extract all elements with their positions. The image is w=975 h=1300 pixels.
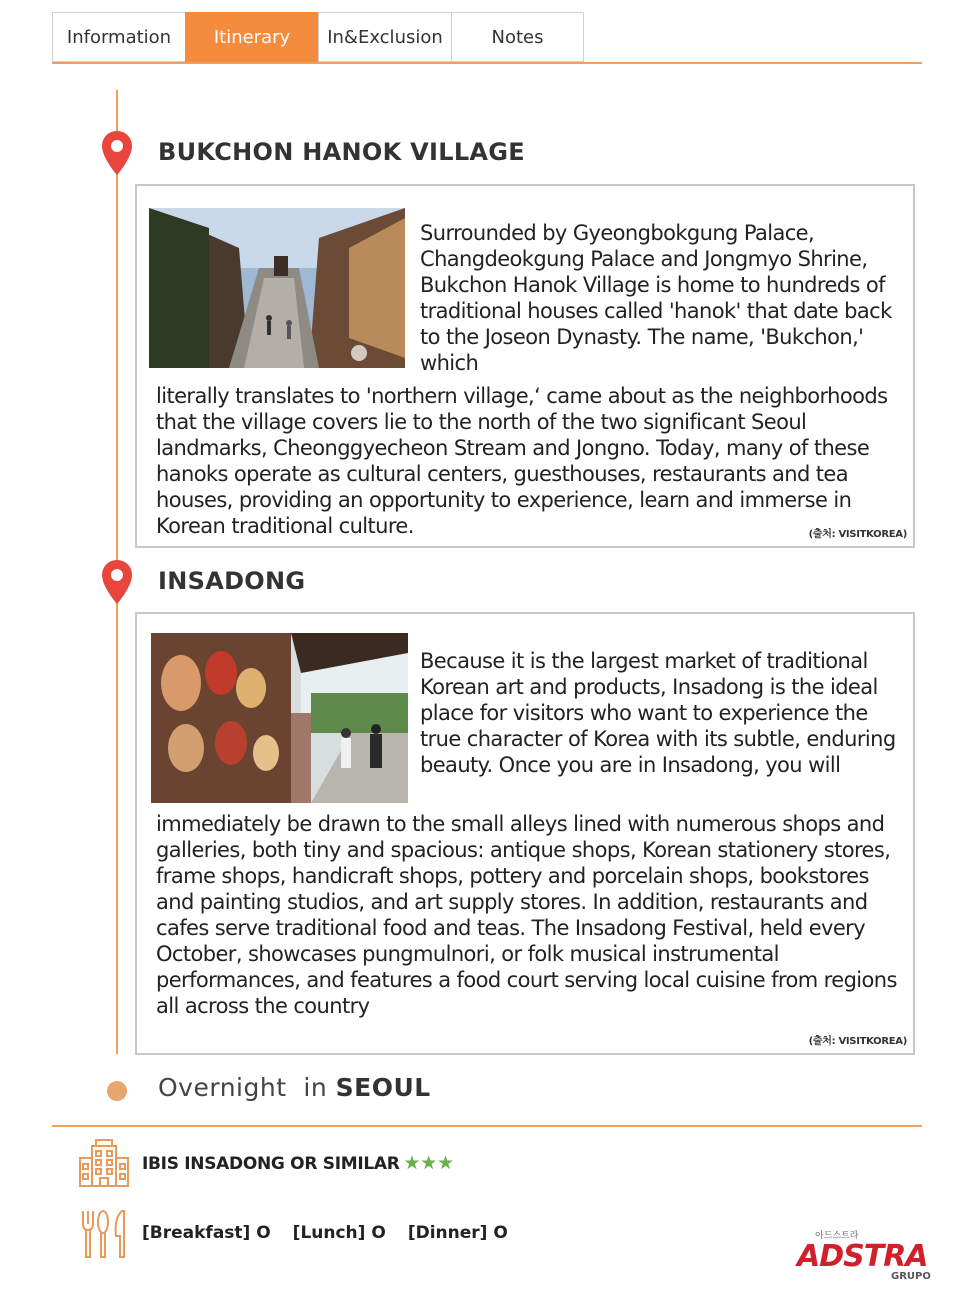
bukchon-photo [149, 208, 405, 368]
logo-korean-text: 아드스트라 [815, 1231, 859, 1241]
meal-dinner: [Dinner] O [407, 1223, 508, 1243]
meal-lunch: [Lunch] O [292, 1223, 386, 1243]
bukchon-source: (출처: VISITKOREA) [808, 529, 907, 540]
logo-brand-text: ADSTRA [797, 1239, 928, 1274]
tab-notes[interactable]: Notes [451, 12, 584, 62]
bukchon-description-bottom: literally translates to 'northern village,‘ came about as the neighborhoods that the village covers lie to the north of the two significant Seoul landmarks, Cheonggyecheon Stream and Jongno. Today, many of these hanoks operate as cultural centers, guesthouses, restaurants and tea houses, providing an opportunity to experience, learn and immerse in Korean traditional culture. [156, 384, 888, 538]
logo-sub-text: GRUPO [891, 1271, 931, 1282]
overnight-prefix: Overnight in [158, 1073, 336, 1102]
insadong-description-bottom: immediately be drawn to the small alleys lined with numerous shops and galleries, both tiny and spacious: antique shops, Korean stationery stores, frame shops, handicraft shops, pottery and porcelain shops, bookstores and painting studios, and art supply stores. In addition, restaurants and cafes serve traditional food and teas. The Insadong Festival, held every October, showcases pungmulnori, or folk musical instrumental performances, and features a food court serving local cuisine from regions all across the country [156, 812, 897, 1018]
tab-information[interactable]: Information [52, 12, 185, 62]
insadong-photo [151, 633, 408, 803]
location-pin-icon [100, 559, 134, 605]
insadong-description-top: Because it is the largest market of traditional Korean art and products, Insadong is the ideal place for visitors who want to experience the true character of Korea with its subtle, enduring beauty. Once you are in Insadong, you will [420, 649, 896, 777]
place-card-bukchon [135, 184, 915, 548]
adstra-grupo-logo [795, 1226, 940, 1282]
tab-underline [52, 62, 922, 64]
place-card-insadong [135, 612, 915, 1055]
tab-bar [52, 12, 584, 62]
hotel-name-text: IBIS INSADONG OR SIMILAR [142, 1154, 400, 1174]
meal-breakfast: [Breakfast] O [142, 1223, 271, 1243]
bukchon-description-top: Surrounded by Gyeongbokgung Palace, Changdeokgung Palace and Jongmyo Shrine, Bukchon Hanok Village is home to hundreds of traditional houses called 'hanok' that date back to the Joseon Dynasty. The name, 'Bukchon,' which [420, 221, 892, 375]
tab-itinerary[interactable]: Itinerary [185, 12, 318, 62]
overnight-city: SEOUL [335, 1073, 431, 1102]
tab-inclusion-exclusion[interactable]: In&Exclusion [318, 12, 451, 62]
place-title-insadong: INSADONG [158, 567, 306, 595]
overnight-dot-icon [107, 1081, 127, 1101]
hotel-name [142, 1152, 454, 1174]
section-divider [52, 1125, 922, 1127]
hotel-star-rating: ★★★ [403, 1152, 454, 1174]
meals-list [142, 1223, 508, 1243]
cutlery-icon [80, 1208, 126, 1260]
overnight-label [158, 1073, 431, 1102]
location-pin-icon [100, 130, 134, 176]
place-title-bukchon: BUKCHON HANOK VILLAGE [158, 138, 526, 166]
hotel-building-icon [78, 1138, 130, 1188]
insadong-source: (출처: VISITKOREA) [808, 1036, 907, 1047]
